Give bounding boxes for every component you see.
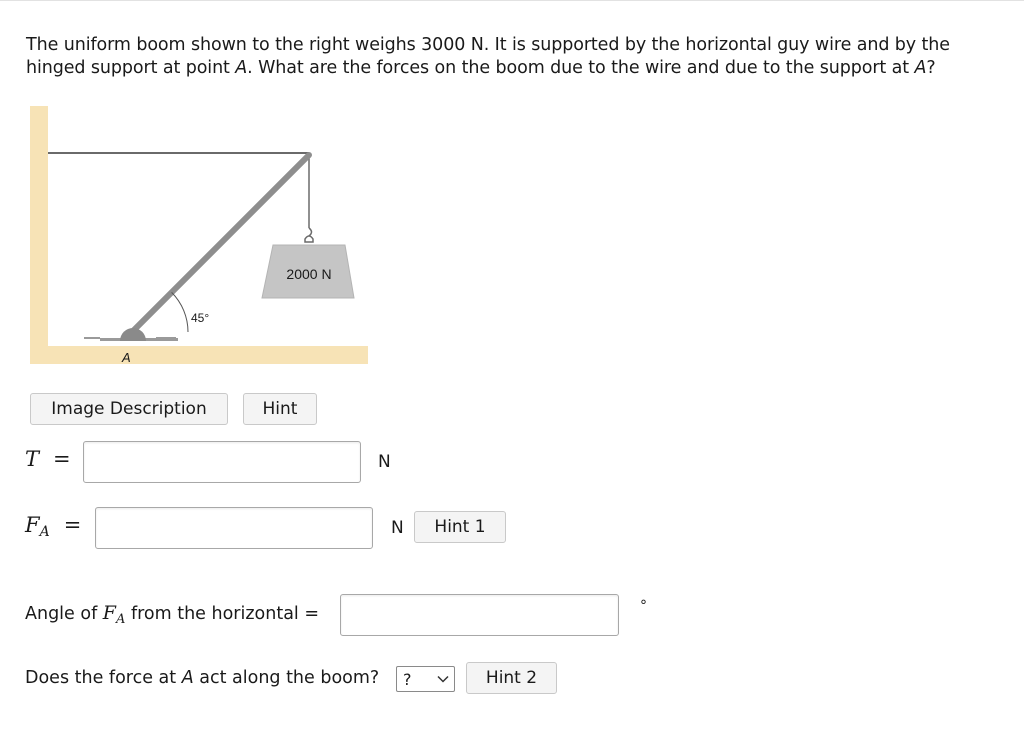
tension-unit: N <box>378 452 391 472</box>
question-text: The uniform boom shown to the right weighs 3000 N. It is supported by the horizontal guy wire and by the hinged support at point A. What are the forces on the boom due to the wire and due to the support at A? <box>26 35 950 78</box>
force-a-unit: N <box>391 518 404 538</box>
tension-input[interactable] <box>83 441 361 483</box>
angle-label-text: Angle of $F_A$ from the horizontal = <box>25 602 320 627</box>
hint-button[interactable]: Hint <box>243 393 317 425</box>
angle-input[interactable] <box>340 594 619 636</box>
hinge-support <box>120 328 146 341</box>
boom-question-text: Does the force at A act along the boom? <box>25 668 380 688</box>
degree-unit: ° <box>640 598 647 614</box>
hint-1-button[interactable]: Hint 1 <box>414 511 506 543</box>
along-boom-select[interactable] <box>396 666 455 692</box>
force-a-symbol: $F_A$ = <box>25 513 82 540</box>
floor <box>30 346 368 364</box>
boom-diagram <box>28 100 378 370</box>
wall <box>30 106 48 364</box>
hook <box>305 228 313 242</box>
force-a-input[interactable] <box>95 507 373 549</box>
weight-label: 2000 N <box>286 266 332 282</box>
angle-label: 45° <box>191 311 210 325</box>
tension-symbol: T = <box>25 447 71 471</box>
hint-2-button[interactable]: Hint 2 <box>466 662 557 694</box>
chevron-down-icon <box>437 675 449 683</box>
along-boom-selected-value: ? <box>403 669 412 689</box>
image-description-button[interactable]: Image Description <box>30 393 228 425</box>
top-divider <box>0 0 1024 1</box>
point-a-label: A <box>122 350 131 365</box>
boom <box>132 155 309 332</box>
angle-arc <box>172 292 188 332</box>
